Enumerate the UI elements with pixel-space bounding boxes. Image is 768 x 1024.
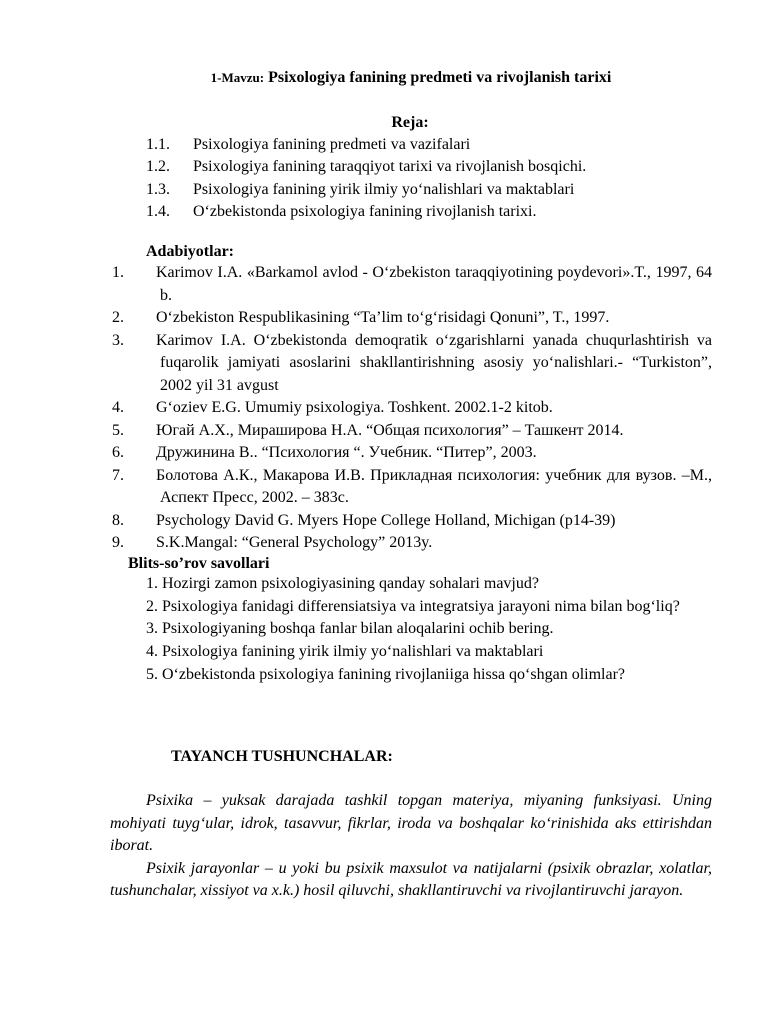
literature-item-text: Karimov I.A. «Barkamol avlod - O‘zbekiston taraqqiyotining poydevori».T., 1997, 64 b. <box>156 264 712 304</box>
literature-list <box>112 262 712 555</box>
literature-item <box>112 510 712 533</box>
literature-item-text: Болотова А.К., Макарова И.В. Прикладная психология: учебник для вузов. –М., Аспект Пресс, 2002. – 383с. <box>156 466 712 506</box>
literature-item-text: Psychology David G. Myers Hope College Holland, Michigan (p14-39) <box>156 511 616 529</box>
literature-item-text: Дружинина В.. “Психология “. Учебник. “Питер”, 2003. <box>156 444 537 461</box>
literature-item <box>112 307 712 330</box>
blitz-question: 5. O‘zbekistonda psixologiya fanining rivojlaniiga hissa qo‘shgan olimlar? <box>146 665 626 683</box>
definition-paragraph: Psixik jarayonlar – u yoki bu psixik maxsulot va natijalarni (psixik obrazlar, xolatlar, tushunchalar, xissiyot va x.k.) hosil qiluvchi, shakllantiruvchi va rivojlantiruvchi jarayon. <box>110 859 712 900</box>
literature-item-text: O‘zbekiston Respublikasining “Ta’lim to‘g‘risidagi Qonuni”, T., 1997. <box>156 309 610 326</box>
literature-item-number: 9. <box>112 534 124 551</box>
literature-item-number: 8. <box>112 511 124 529</box>
literature-item-number: 2. <box>112 309 124 326</box>
blitz-question: 3. Psixologiyaning boshqa fanlar bilan aloqalarini ochib bering. <box>146 620 554 638</box>
literature-item-text: Югай А.Х., Мираширова Н.А. “Общая психология” – Ташкент 2014. <box>156 421 624 439</box>
literature-item-text: G‘oziev E.G. Umumiy psixologiya. Toshkent. 2002.1-2 kitob. <box>156 399 553 416</box>
plan-item-number: 1.3. <box>146 180 170 198</box>
plan-item <box>146 134 586 156</box>
concepts-definitions <box>110 790 712 903</box>
plan-item-text: Psixologiya fanining taraqqiyot tarixi va rivojlanish bosqichi. <box>193 158 587 176</box>
literature-item-text: S.K.Mangal: “General Psychology” 2013y. <box>156 534 433 551</box>
literature-item <box>112 442 712 465</box>
definition-paragraph: Psixika – yuksak darajada tashkil topgan materiya, miyaning funksiyasi. Uning mohiyati tuyg‘ular, idrok, tasavvur, fikrlar, iroda va boshqalar ko‘rinishida aks ettirishdan iborat. <box>110 792 712 855</box>
blitz-heading: Blits-so’rov savollari <box>128 555 270 572</box>
plan-item-text: O‘zbekistonda psixologiya fanining rivojlanish tarixi. <box>193 202 537 220</box>
concepts-heading: TAYANCH TUSHUNCHALAR: <box>171 748 393 765</box>
blitz-question: 2. Psixologiya fanidagi differensiatsiya va integratsiya jarayoni nima bilan bog‘liq? <box>146 597 680 615</box>
topic-prefix: 1-Mavzu: <box>210 70 265 85</box>
literature-item-number: 3. <box>112 331 124 349</box>
plan-item-text: Psixologiya fanining predmeti va vazifalari <box>193 136 471 153</box>
literature-item-number: 7. <box>112 466 124 484</box>
literature-item <box>112 330 712 398</box>
topic-title <box>0 69 768 87</box>
literature-item-number: 1. <box>112 264 124 281</box>
literature-item <box>112 532 712 555</box>
plan-item <box>146 201 586 223</box>
plan-item <box>146 179 586 201</box>
topic-title-text: Psixologiya fanining predmeti va rivojlanish tarixi <box>268 69 612 86</box>
literature-item <box>112 397 712 420</box>
literature-item-number: 5. <box>112 421 124 439</box>
literature-item-text: Karimov I.A. O‘zbekistonda demoqratik o‘zgarishlarni yanada chuqurlashtirish va fuqarolik jamiyati asoslarini shakllantirishning asosiy yo‘nalishlari.- “Turkiston”, 2002 yil 31 avgust <box>156 331 712 394</box>
literature-item-number: 4. <box>112 399 124 416</box>
literature-item <box>112 465 712 510</box>
literature-item-number: 6. <box>112 444 124 461</box>
literature-heading: Adabiyotlar: <box>146 243 234 260</box>
plan-heading: Reja: <box>391 114 429 131</box>
blitz-question-list <box>110 573 712 687</box>
plan-item-number: 1.1. <box>146 136 170 153</box>
plan-item-number: 1.4. <box>146 202 170 220</box>
plan-list <box>146 134 586 223</box>
blitz-question: 1. Hozirgi zamon psixologiyasining qanday sohalari mavjud? <box>146 575 539 592</box>
plan-item-text: Psixologiya fanining yirik ilmiy yo‘nalishlari va maktablari <box>193 180 575 198</box>
plan-item-number: 1.2. <box>146 158 170 176</box>
literature-item <box>112 262 712 307</box>
plan-item <box>146 156 586 178</box>
literature-item <box>112 420 712 443</box>
blitz-question: 4. Psixologiya fanining yirik ilmiy yo‘nalishlari va maktablari <box>146 643 544 661</box>
